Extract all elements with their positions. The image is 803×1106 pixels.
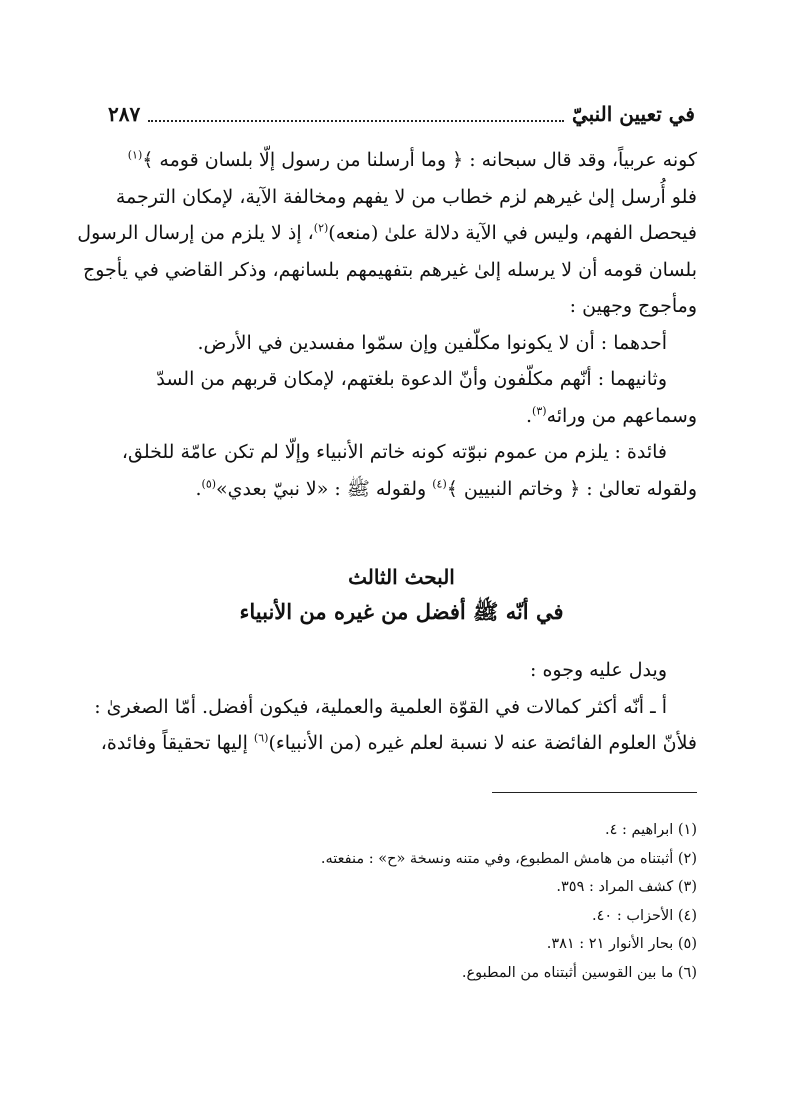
footnote-ref: (١) — [127, 148, 143, 162]
footnote-ref: (٥) — [201, 477, 217, 491]
text-line: أ ـ أنّه أكثر كمالات في القوّة العلمية والعملية، فيكون أفضل. أمّا الصغرىٰ : — [94, 695, 667, 718]
section-heading — [106, 560, 697, 630]
chapter-title: في تعيين النبيّ — [571, 102, 695, 126]
footnote-ref: (٤) — [432, 477, 447, 491]
text-line: وسماعهم من ورائه$^{(٣)}$. — [526, 404, 697, 427]
footnote-ref: (٦) — [253, 731, 269, 745]
text-line: فلأنّ العلوم الفائضة عنه لا نسبة لعلم غيره (من الأنبياء)$^{(٦)}$ إليها تحقيقاً وفائدة، — [100, 731, 697, 754]
text-line: ومأجوج وجهين : — [569, 295, 697, 317]
page-number: ٢٨٧ — [108, 102, 141, 126]
section-subtitle: في أنّه ﷺ أفضل من غيره من الأنبياء — [239, 599, 564, 624]
footnote-separator — [492, 792, 697, 793]
footnotes — [106, 816, 697, 987]
text-line: فيحصل الفهم، وليس في الآية دلالة علىٰ (منعه)$^{(٢)}$، إذ لا يلزم من إرسال الرسول — [77, 221, 697, 244]
text-line: وثانيهما : أنّهم مكلّفون وأنّ الدعوة بلغتهم، لإمكان قربهم من السدّ — [156, 368, 667, 390]
text-line: بلسان قومه أن لا يرسله إلىٰ غيرهم بتفهيمهم بلسانهم، وذكر القاضي في يأجوج — [82, 258, 697, 281]
dotted-leader — [148, 106, 564, 122]
footnote: (٤) الأحزاب : ٤٠. — [592, 907, 697, 924]
footnote: (٦) ما بين القوسين أثبتناه من المطبوع. — [461, 964, 697, 981]
text-line: ويدل عليه وجوه : — [530, 659, 667, 681]
section-title: البحث الثالث — [348, 565, 455, 589]
footnote: (٣) كشف المراد : ٣٥٩. — [556, 879, 697, 895]
footnote-ref: (٢) — [313, 221, 329, 235]
footnote: (٥) بحار الأنوار ٢١ : ٣٨١. — [546, 936, 697, 952]
text-line: أحدهما : أن لا يكونوا مكلّفين وإن سمّوا مفسدين في الأرض. — [197, 331, 667, 354]
running-header — [108, 98, 695, 130]
footnote: (٢) أثبتناه من هامش المطبوع، وفي متنه ونسخة «ح» : منفعته. — [320, 850, 697, 867]
text-line: ولقوله تعالىٰ : ﴿ وخاتم النبيين ﴾$^{(٤)}$ ولقوله ﷺ : «لا نبيّ بعدي»$^{(٥)}$. — [195, 477, 697, 500]
footnote: (١) ابراهيم : ٤. — [604, 822, 697, 838]
text-line: كونه عربياً، وقد قال سبحانه : ﴿ وما أرسلنا من رسول إلّا بلسان قومه ﴾$^{(١)}$ — [127, 148, 697, 171]
footnote-ref: (٣) — [532, 404, 547, 418]
section-text — [94, 652, 697, 762]
text-line: فائدة : يلزم من عموم نبوّته كونه خاتم الأنبياء وإلّا لم تكن عامّة للخلق، — [121, 441, 667, 463]
text-line: فلو أُرسل إلىٰ غيرهم لزم خطاب من لا يفهم ومخالفة الآية، لإمكان الترجمة — [115, 185, 697, 208]
main-text — [77, 142, 697, 507]
